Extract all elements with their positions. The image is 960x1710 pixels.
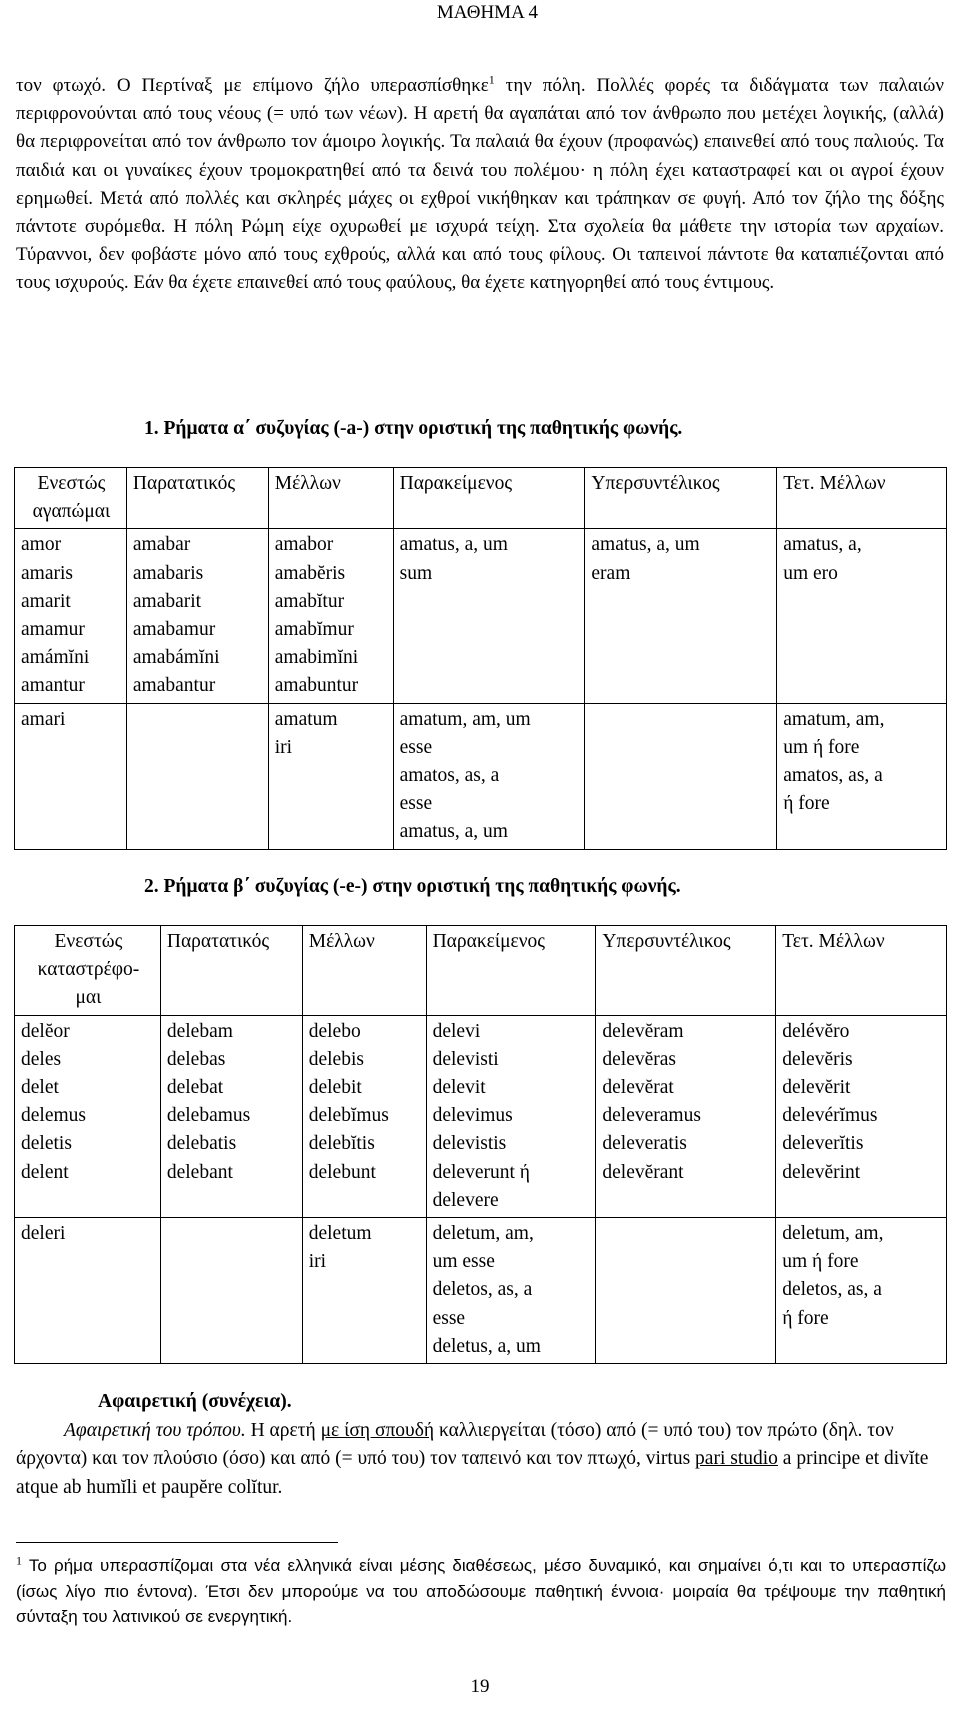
cell-line: delevĕris [782, 1048, 853, 1070]
table-cell [160, 1015, 302, 1217]
footnote [16, 1553, 946, 1630]
cell-line: amabimĭni [274, 647, 359, 669]
cell-line: delebit [308, 1077, 362, 1099]
cell-line: amabor [274, 534, 334, 556]
cell-line: delebunt [308, 1161, 376, 1183]
table-cell [268, 529, 393, 703]
cell-line: amatus, a, um [399, 534, 508, 556]
table-cell [302, 1218, 426, 1364]
cell-line: amabaris [132, 562, 204, 584]
header-sub: μαι [75, 987, 102, 1009]
footnote-text: Το ρήμα υπερασπίζομαι στα νέα ελληνικά είναι μέσης διαθέσεως, μέσο δυναμικό, και σημαίνει ό,τι και το υπερασπίζω (ίσως λίγο πιο έντονα). Έτσι δεν μπορούμε να του αποδώσουμε παθητική έννοια· μοιραία θα τρέψουμε την παθητική σύνταξη του λατινικού σε ενεργητική. [16, 1556, 946, 1626]
table-cell [777, 529, 947, 703]
header-sub: αγαπώμαι [32, 501, 111, 523]
table-cell [15, 703, 127, 849]
cell-line: esse [399, 793, 433, 815]
cell-line: amabĭmur [274, 619, 354, 641]
cell-line: delevisti [432, 1048, 499, 1070]
page-number: 19 [470, 1676, 490, 1697]
cell-line: deleveratis [602, 1133, 687, 1155]
cell-line: amabĕris [274, 562, 346, 584]
cell-line: amantur [21, 675, 85, 697]
table-cell [426, 1015, 596, 1217]
cell-line: delevĕrint [782, 1161, 861, 1183]
header-label: Ενεστώς [54, 931, 123, 952]
header-label: Ενεστώς [37, 473, 106, 494]
cell-line: delevĕrat [602, 1077, 674, 1099]
cell-line: amatus, a, um [591, 534, 700, 556]
table-cell [268, 703, 393, 849]
table-cell [15, 1218, 161, 1364]
table-cell [160, 1218, 302, 1364]
table-cell [393, 529, 585, 703]
header-cell: Τετ. Μέλλων [777, 468, 947, 529]
header-cell: Μέλλων [302, 926, 426, 1016]
cell-line: delebĭmus [308, 1105, 389, 1127]
footnote-separator [16, 1542, 338, 1543]
cell-line: delevere [432, 1189, 499, 1211]
cell-line: amatum, am, [783, 708, 885, 730]
section1-heading: 1. Ρήματα α΄ συζυγίας (-a-) στην οριστική της παθητικής φωνής. [144, 418, 683, 439]
table-cell [126, 703, 268, 849]
ablative-text: a principe et divĭte atque ab humĭli et paupĕre colĭtur. [16, 1448, 929, 1498]
cell-line: amor [21, 534, 62, 556]
table-cell [393, 703, 585, 849]
header-cell: Μέλλων [268, 468, 393, 529]
ablative-title: Αφαιρετική (συνέχεια). [98, 1391, 292, 1412]
cell-line: delevĕras [602, 1048, 677, 1070]
cell-line: um esse [432, 1251, 495, 1273]
cell-line: delebamus [166, 1105, 251, 1127]
header-cell: Υπερσυντέλικος [596, 926, 776, 1016]
cell-line: deletos, as, a [782, 1279, 882, 1301]
table-cell [15, 1015, 161, 1217]
header-cell: Τετ. Μέλλων [776, 926, 947, 1016]
cell-line: amabĭtur [274, 590, 345, 612]
conjugation-table-a [14, 467, 947, 850]
ablative-section [16, 1388, 944, 1502]
table-cell [585, 703, 777, 849]
cell-line: delevĕram [602, 1020, 684, 1042]
cell-line: delebat [166, 1077, 224, 1099]
cell-line: deletum [308, 1223, 372, 1245]
cell-line: deletis [21, 1133, 72, 1155]
ablative-text: καλλιεργείται (τόσο) από (= υπό του) τον πρώτο (δηλ. τον άρχοντα) και τον πλούσιο (όσο) και από (= υπό του) τον ταπεινό και τον πτωχό, virtus [16, 1419, 894, 1470]
table-cell [126, 529, 268, 703]
table-cell [776, 1015, 947, 1217]
cell-line: deleri [21, 1223, 66, 1245]
header-cell: Παρατατικός [126, 468, 268, 529]
cell-line: delevistis [432, 1133, 507, 1155]
cell-line: iri [308, 1251, 327, 1273]
cell-line: amabámĭni [132, 647, 220, 669]
cell-line: delevérĭmus [782, 1105, 878, 1127]
cell-line: iri [274, 736, 293, 758]
cell-line: delebant [166, 1161, 233, 1183]
cell-line: delevimus [432, 1105, 513, 1127]
cell-line: amatum [274, 708, 338, 730]
underlined-phrase: pari studio [695, 1448, 778, 1470]
table-cell [426, 1218, 596, 1364]
cell-line: deleverunt ή [432, 1161, 530, 1183]
cell-line: deletos, as, a [432, 1279, 533, 1301]
ablative-paragraph [16, 1417, 944, 1503]
cell-line: um ero [783, 562, 838, 584]
cell-line: amatos, as, a [783, 765, 883, 787]
table-cell [302, 1015, 426, 1217]
cell-line: amari [21, 708, 66, 730]
cell-line: deleveramus [602, 1105, 701, 1127]
cell-line: um ή fore [783, 736, 860, 758]
cell-line: amarit [21, 590, 71, 612]
table-cell [596, 1015, 776, 1217]
cell-line: delebĭtis [308, 1133, 375, 1155]
table-row [15, 529, 947, 703]
cell-line: amabamur [132, 619, 216, 641]
cell-line: delevit [432, 1077, 486, 1099]
cell-line: deletum, am, [782, 1223, 884, 1245]
table-cell [596, 1218, 776, 1364]
cell-line: delevĕrant [602, 1161, 684, 1183]
cell-line: um ή fore [782, 1251, 859, 1273]
cell-line: amamur [21, 619, 85, 641]
cell-line: delevi [432, 1020, 481, 1042]
cell-line: amatus, a, um [399, 821, 508, 843]
intro-paragraph [16, 72, 944, 298]
cell-line: esse [399, 736, 433, 758]
cell-line: ή fore [783, 793, 830, 815]
ablative-subtitle: Αφαιρετική του τρόπου. [64, 1419, 246, 1441]
cell-line: amabarit [132, 590, 202, 612]
cell-line: amatum, am, um [399, 708, 531, 730]
header-cell: Παρατατικός [160, 926, 302, 1016]
table-row [15, 1015, 947, 1217]
cell-line: delevĕrit [782, 1077, 851, 1099]
table-cell [777, 703, 947, 849]
ablative-text: Η αρετή [245, 1419, 321, 1441]
cell-line: deletum, am, [432, 1223, 534, 1245]
table-row [15, 1218, 947, 1364]
cell-line: delebatis [166, 1133, 237, 1155]
cell-line: delĕor [21, 1020, 70, 1042]
table-row [15, 703, 947, 849]
header-cell: Παρακείμενος [393, 468, 585, 529]
conjugation-table-b [14, 925, 947, 1364]
table-cell [15, 529, 127, 703]
cell-line: amabar [132, 534, 191, 556]
table-header-row [15, 468, 947, 529]
cell-line: delet [21, 1077, 59, 1099]
underlined-phrase: με ίση σπουδή [320, 1419, 435, 1441]
table-cell [585, 529, 777, 703]
header-cell [15, 468, 127, 529]
lesson-title: ΜΑΘΗΜΑ 4 [436, 2, 538, 23]
cell-line: amabuntur [274, 675, 359, 697]
cell-line: amámĭni [21, 647, 90, 669]
table-cell [776, 1218, 947, 1364]
header-cell: Υπερσυντέλικος [585, 468, 777, 529]
cell-line: delent [21, 1161, 69, 1183]
cell-line: amatos, as, a [399, 765, 500, 787]
cell-line: delebo [308, 1020, 361, 1042]
cell-line: amatus, a, [783, 534, 862, 556]
intro-text-start: τον φτωχό. Ο Περτίναξ με επίμονο ζήλο υπερασπίσθηκε [16, 75, 489, 96]
section2-heading: 2. Ρήματα β΄ συζυγίας (-e-) στην οριστική της παθητικής φωνής. [144, 876, 681, 897]
intro-text-rest: την πόλη. Πολλές φορές τα διδάγματα των παλαιών περιφρονούνται από τους νέους (= υπό των νέων). Η αρετή θα αγαπάται από τον άνθρωπο που μετέχει λογικής, (αλλά) θα περιφρονείται από τον άνθρωπο τον άμοιρο λογικής. Τα παλαιά θα έχουν (προφανώς) επαινεθεί από τους παλιούς. Τα παιδιά και οι γυναίκες έχουν τρομοκρατηθεί από τα δεινά του πολέμου· η πόλη έχει καταστραφεί και οι αγροί έχουν ερημωθεί. Μετά από πολλές και σκληρές μάχες οι εχθροί νικήθηκαν και τράπηκαν σε φυγή. Από τον ζήλο της δόξης πάντοτε συρόμεθα. Η πόλη Ρώμη είχε οχυρωθεί με ισχυρά τείχη. Στα σχολεία θα μάθετε την ιστορία των αρχαίων. Τύραννοι, δεν φοβάστε μόνο από τους εχθρούς, αλλά και από τους φίλους. Οι ταπεινοί πάντοτε θα καταπιέζονται από τους ισχυρούς. Εάν θα έχετε επαινεθεί από τους φαύλους, θα έχετε κατηγορηθεί από τους έντιμους. [16, 75, 945, 294]
cell-line: amabantur [132, 675, 216, 697]
header-sub: καταστρέφο- [37, 959, 140, 981]
cell-line: amaris [21, 562, 73, 584]
cell-line: sum [399, 562, 433, 584]
table-header-row [15, 926, 947, 1016]
cell-line: ή fore [782, 1307, 829, 1329]
cell-line: delévĕro [782, 1020, 850, 1042]
cell-line: delemus [21, 1105, 86, 1127]
cell-line: esse [432, 1307, 466, 1329]
cell-line: deles [21, 1048, 62, 1070]
cell-line: deletus, a, um [432, 1335, 541, 1357]
cell-line: deleverĭtis [782, 1133, 864, 1155]
footnote-ref[interactable]: 1 [488, 72, 495, 87]
cell-line: eram [591, 562, 631, 584]
footnote-number: 1 [16, 1553, 22, 1568]
cell-line: delebas [166, 1048, 226, 1070]
cell-line: delebam [166, 1020, 233, 1042]
cell-line: delebis [308, 1048, 364, 1070]
header-cell: Παρακείμενος [426, 926, 596, 1016]
header-cell [15, 926, 161, 1016]
